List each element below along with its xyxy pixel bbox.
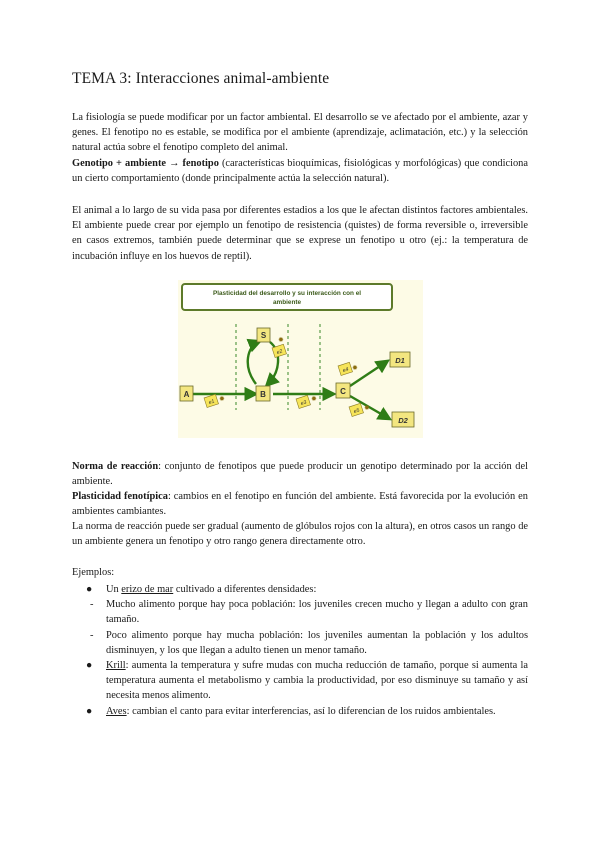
sun-icon: ✹ (278, 336, 284, 344)
list-marker: ● (86, 705, 93, 717)
node-d2-label: D2 (398, 416, 408, 425)
svg-text:e1: e1 (208, 398, 216, 407)
list-marker: - (90, 599, 94, 611)
plasticity-paragraph (72, 489, 528, 519)
svg-text:e2: e2 (276, 348, 284, 357)
sun-icon: ✹ (364, 404, 370, 412)
examples-list (72, 582, 528, 719)
genotype-text: (características bioquímicas, fisiológicas y morfológicas) que condiciona un cierto comportamiento (donde principalmente actúa la selección natural). (72, 158, 528, 185)
intro-paragraph: La fisiología se puede modificar por un factor ambiental. El desarrollo se ve afectado por el ambiente, azar y genes. El fenotipo no es estable, se modifica por el ambiente (aprendizaje, aclimatación, etc.) y la selección natural actúa sobre el fenotipo completo del animal. (72, 112, 528, 154)
sun-icon: ✹ (352, 364, 358, 372)
svg-text:e4: e4 (342, 366, 350, 375)
list-marker: ● (86, 584, 93, 595)
node-d1-label: D1 (395, 356, 405, 365)
diagram-title-line2: ambiente (272, 299, 302, 306)
plasticity-text: : cambios en el fenotipo en función del ambiente. Está favorecida por la evolución en ambientes cambiantes. (72, 491, 528, 518)
list-item: ● Aves: cambian el canto para evitar interferencias, así lo diferencian de los ruidos ambientales. (72, 704, 528, 719)
list-item: - Poco alimento porque hay mucha población: los juveniles aumentan la población y los adultos disminuyen, y los que llegan a adulto tienen un menor tamaño. (90, 629, 528, 656)
sun-icon: ✹ (311, 395, 317, 403)
diagram-title-frame (182, 284, 392, 310)
list-item: ● Krill: aumenta la temperatura y sufre mudas con mucha reducción de tamaño, porque si aumenta la temperatura aumenta el metabolismo y cambia la productividad, por eso disminuye su tamaño y así necesita menos alimento. (86, 660, 528, 702)
list-marker: - (90, 629, 94, 641)
diagram-title-line1: Plasticidad del desarrollo y su interacción con el (212, 290, 362, 297)
plasticity-term: Plasticidad fenotípica (72, 491, 168, 502)
page-title: TEMA 3: Interacciones animal-ambiente (72, 70, 330, 87)
node-s-label: S (260, 331, 267, 340)
reaction-norm-paragraph (72, 459, 528, 489)
plasticity-diagram (178, 280, 423, 438)
gradual-paragraph: La norma de reacción puede ser gradual (aumento de glóbulos rojos con la altura), en otros casos un rango de un ambiente genera un fenotipo y otro rango genera directamente otro. (72, 521, 528, 548)
sun-icon: ✹ (219, 395, 225, 403)
list-item: - Mucho alimento porque hay poca población: los juveniles crecen mucho y llegan a adulto con gran tamaño. (90, 599, 528, 626)
svg-text:e3: e3 (300, 399, 308, 408)
genotype-paragraph (72, 156, 528, 186)
examples-label: Ejemplos: (72, 567, 115, 578)
genotype-formula: Genotipo + ambiente → fenotipo (72, 158, 219, 169)
node-c-label: C (340, 387, 346, 396)
reaction-norm-term: Norma de reacción (72, 461, 159, 472)
node-b-label: B (260, 390, 266, 399)
list-item: ● Un erizo de mar cultivado a diferentes densidades: (72, 582, 528, 597)
list-marker: ● (86, 660, 93, 672)
node-a-label: A (183, 390, 190, 399)
svg-text:e5: e5 (353, 407, 361, 416)
stages-paragraph: El animal a lo largo de su vida pasa por diferentes estadios a los que le afectan distintos factores ambientales. El ambiente puede crear por ejemplo un fenotipo de resistencia (quistes) de forma reversible o, irreversible en casos extremos, también puede determinar que se exprese un fenotipo u otro (ej.: la temperatura de incubación influye en los huevos de reptil). (72, 205, 528, 262)
reaction-norm-text: : conjunto de fenotipos que puede producir un genotipo determinado por la acción del ambiente. (72, 461, 528, 488)
